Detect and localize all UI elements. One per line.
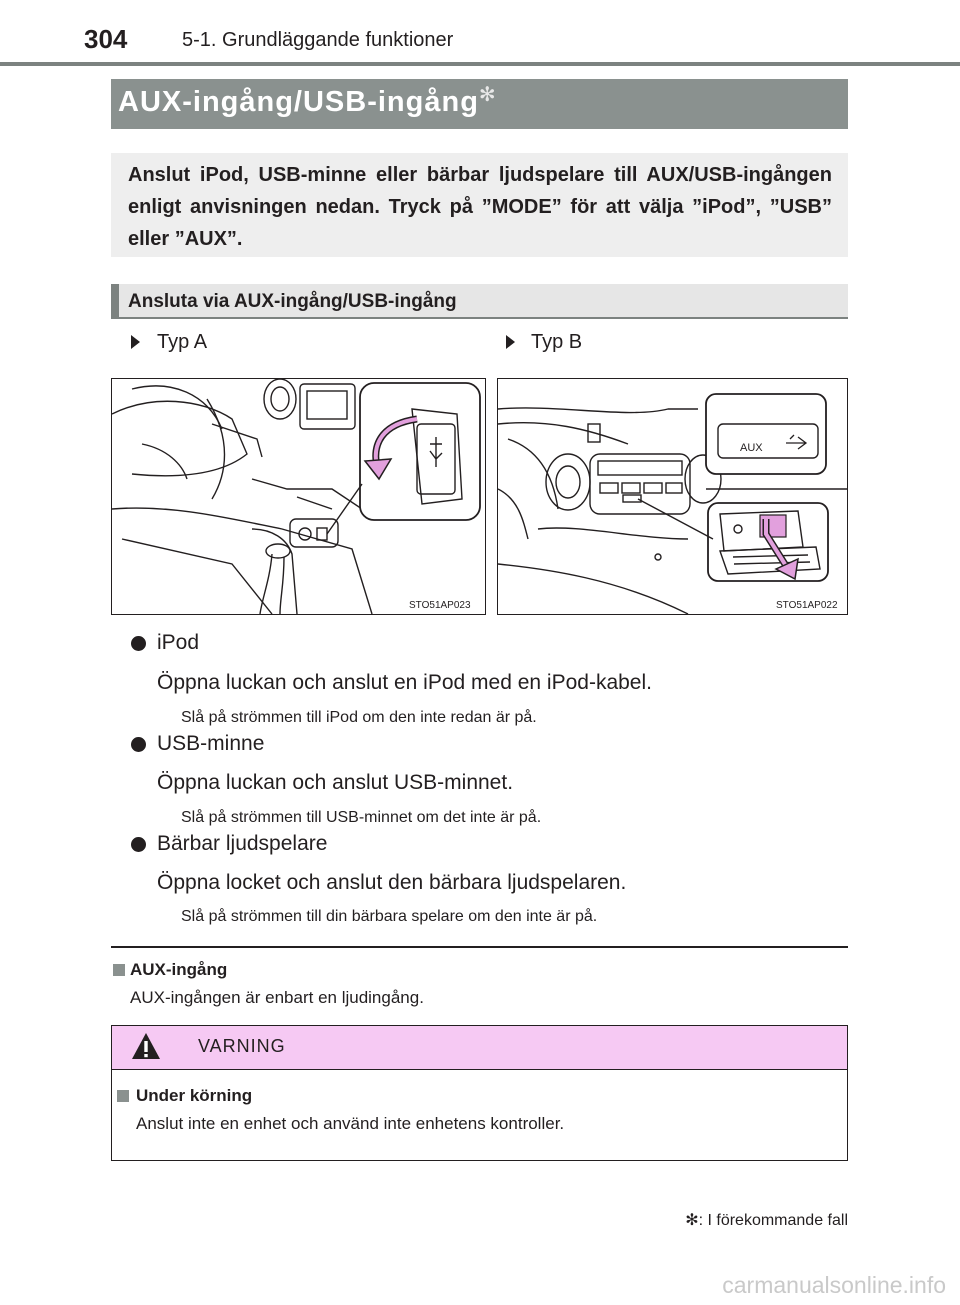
warning-subheading: Under körning (136, 1086, 253, 1105)
watermark: carmanualsonline.info (722, 1272, 946, 1298)
triangle-icon (131, 335, 140, 349)
figure-code-a: STO51AP023 (409, 600, 471, 611)
bullet-main-ipod: Öppna luckan och anslut en iPod med en iPod-kabel. (157, 671, 652, 694)
figure-type-b (497, 378, 848, 615)
triangle-icon (506, 335, 515, 349)
footnote: ✻: I förekommande fall (685, 1212, 848, 1229)
aux-body: AUX-ingången är enbart en ljudingång. (130, 988, 424, 1007)
bullet-label-ipod: iPod (157, 631, 200, 654)
aux-heading: AUX-ingång (130, 960, 228, 979)
dashboard-illustration-a (112, 379, 485, 614)
intro-text: Anslut iPod, USB-minne eller bärbar ljudspelare till AUX/USB-ingången enligt anvisningen nedan. Tryck på ”MODE” för att välja ”iPod”, ”USB” eller ”AUX”. (128, 164, 832, 250)
square-bullet-icon (117, 1090, 129, 1102)
aux-port-label: AUX (740, 442, 763, 454)
bullet-note-portable: Slå på strömmen till din bärbara spelare om den inte är på. (181, 908, 598, 925)
header-rule (0, 62, 960, 66)
bullet-label-usb: USB-minne (157, 732, 265, 755)
bullet-label-portable: Bärbar ljudspelare (157, 832, 328, 855)
bullet-dot (131, 837, 146, 852)
subheading-accent (111, 284, 119, 318)
figure-code-b: STO51AP022 (776, 600, 838, 611)
bullet-dot (131, 737, 146, 752)
type-a-label: Typ A (157, 331, 208, 353)
page-title-text: AUX-ingång/USB-ingång (118, 86, 479, 118)
dashboard-illustration-b (498, 379, 847, 614)
subheading-text: Ansluta via AUX-ingång/USB-ingång (128, 291, 457, 312)
type-b-label: Typ B (531, 331, 583, 353)
warning-body: Anslut inte en enhet och använd inte enhetens kontroller. (136, 1114, 565, 1133)
warning-title: VARNING (198, 1036, 286, 1056)
square-bullet-icon (113, 964, 125, 976)
bullet-dot (131, 636, 146, 651)
page-number: 304 (84, 24, 128, 54)
warning-triangle-icon (131, 1032, 161, 1060)
bullet-main-portable: Öppna locket och anslut den bärbara ljudspelaren. (157, 871, 627, 894)
bullet-note-ipod: Slå på strömmen till iPod om den inte redan är på. (181, 709, 537, 726)
bullet-note-usb: Slå på strömmen till USB-minnet om det inte är på. (181, 809, 542, 826)
bullet-main-usb: Öppna luckan och anslut USB-minnet. (157, 771, 514, 794)
page-title (118, 86, 497, 119)
section-divider (111, 946, 848, 948)
figure-type-a (111, 378, 486, 615)
subheading-underline (111, 317, 848, 319)
section-title: 5-1. Grundläggande funktioner (182, 29, 454, 51)
title-asterisk: ✻ (478, 84, 497, 106)
